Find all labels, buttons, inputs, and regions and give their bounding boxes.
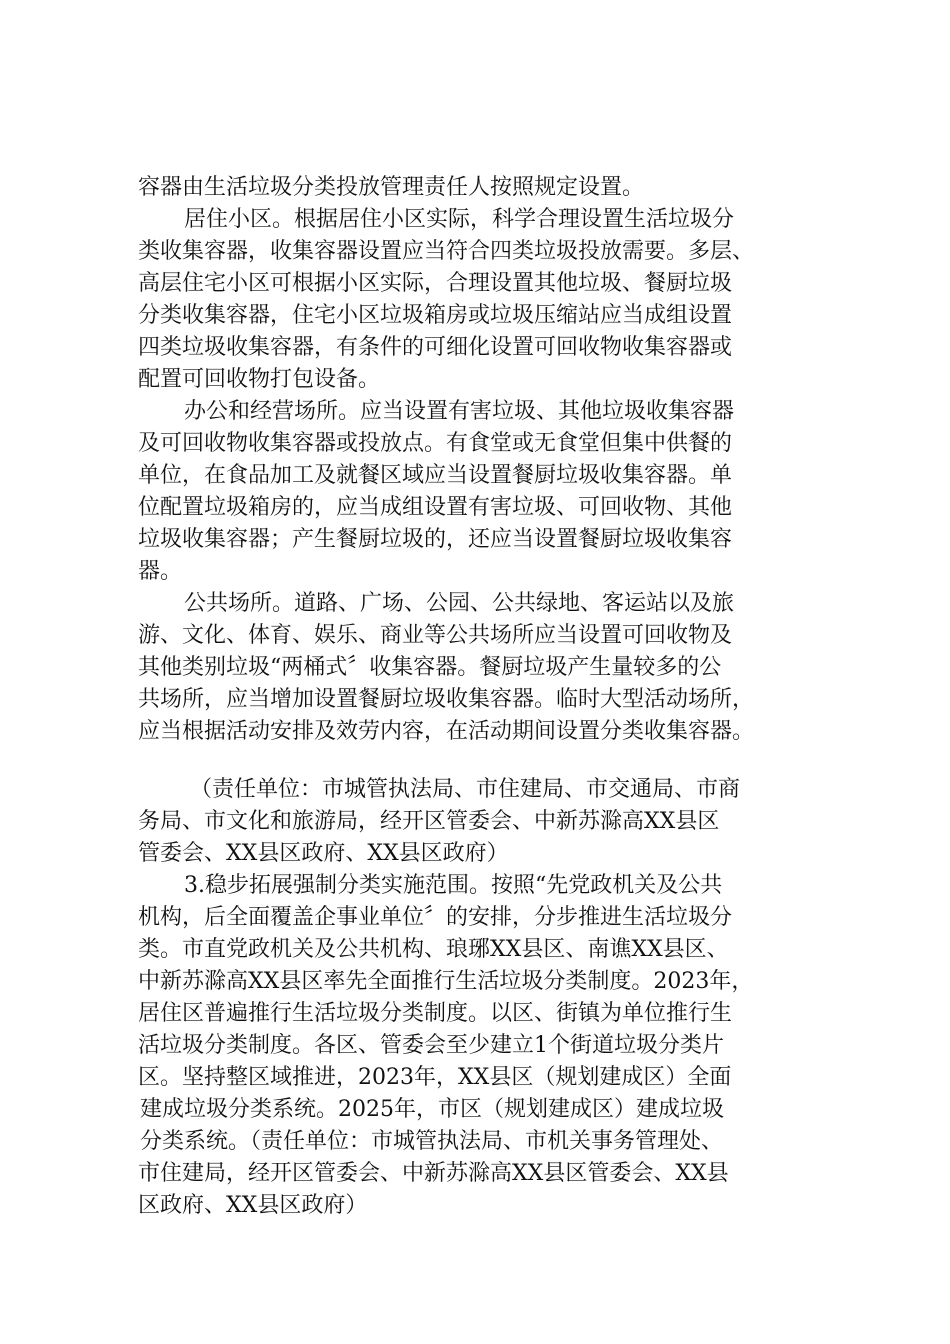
text-line: 游、文化、体育、娱乐、商业等公共场所应当设置可回收物及 [138,623,733,648]
paragraph-spacer [138,748,838,774]
text-line: 其他类别垃圾“两桶式〞收集容器。餐厨垃圾产生量较多的公 [138,655,722,680]
text-line: 活垃圾分类制度。各区、管委会至少建立1个街道垃圾分类片 [138,1033,724,1058]
paragraph-expand-mandatory-scope [138,870,838,1222]
paragraph-responsible-units [138,774,838,870]
text-line: 应当根据活动安排及效劳内容，在活动期间设置分类收集容器。 [138,719,755,744]
text-line: 公共场所。道路、广场、公园、公共绿地、客运站以及旅 [184,591,735,616]
text-line: 市住建局，经开区管委会、中新苏滁高XX县区管委会、XX县 [138,1161,729,1186]
text-line: 建成垃圾分类系统。2025年，市区（规划建成区）建成垃圾 [140,1097,724,1122]
text-line: 3.稳步拓展强制分类实施范围。按照“先党政机关及公共 [184,873,723,898]
text-line: 及可回收物收集容器或投放点。有食堂或无食堂但集中供餐的 [138,431,733,456]
text-line: 器。 [138,559,183,584]
text-line: 区政府、XX县区政府） [138,1193,368,1218]
text-line: 容器由生活垃圾分类投放管理责任人按照规定设置。 [138,175,645,200]
text-line: 居住小区。根据居住小区实际，科学合理设置生活垃圾分 [184,207,735,232]
document-body [138,172,838,1222]
text-line: 位配置垃圾箱房的，应当成组设置有害垃圾、可回收物、其他 [138,495,733,520]
paragraph-residential [138,204,838,396]
text-line: 单位，在食品加工及就餐区域应当设置餐厨垃圾收集容器。单 [138,463,733,488]
text-line: 分类系统。（责任单位：市城管执法局、市机关事务管理处、 [140,1129,724,1154]
text-line: 类收集容器，收集容器设置应当符合四类垃圾投放需要。多层、 [138,239,755,264]
text-line: 四类垃圾收集容器，有条件的可细化设置可回收物收集容器或 [138,335,733,360]
text-line: 分类收集容器，住宅小区垃圾箱房或垃圾压缩站应当成组设置 [138,303,733,328]
text-line: 机构，后全面覆盖企事业单位〞的安排，分步推进生活垃圾分 [138,905,733,930]
text-line: （责任单位：市城管执法局、市住建局、市交通局、市商 [190,777,741,802]
text-line: 务局、市文化和旅游局，经开区管委会、中新苏滁高XX县区 [138,809,720,834]
text-line: 配置可回收物打包设备。 [138,367,381,392]
text-line: 管委会、XX县区政府、XX县区政府） [138,841,509,866]
text-line: 办公和经营场所。应当设置有害垃圾、其他垃圾收集容器 [184,399,735,424]
text-line: 居住区普遍推行生活垃圾分类制度。以区、街镇为单位推行生 [138,1001,733,1026]
text-line: 垃圾收集容器；产生餐厨垃圾的，还应当设置餐厨垃圾收集容 [138,527,733,552]
text-line: 类。市直党政机关及公共机构、琅琊XX县区、南谯XX县区、 [138,937,729,962]
text-line: 高层住宅小区可根据小区实际，合理设置其他垃圾、餐厨垃圾 [138,271,733,296]
paragraph-office-business [138,396,838,588]
paragraph-container-bins-setup [138,172,838,204]
text-line: 共场所，应当增加设置餐厨垃圾收集容器。临时大型活动场所， [138,687,755,712]
text-line: 中新苏滁高XX县区率先全面推行生活垃圾分类制度。2023年， [138,969,754,994]
text-line: 区。坚持整区域推进，2023年，XX县区（规划建成区）全面 [138,1065,732,1090]
paragraph-public-places [138,588,838,748]
